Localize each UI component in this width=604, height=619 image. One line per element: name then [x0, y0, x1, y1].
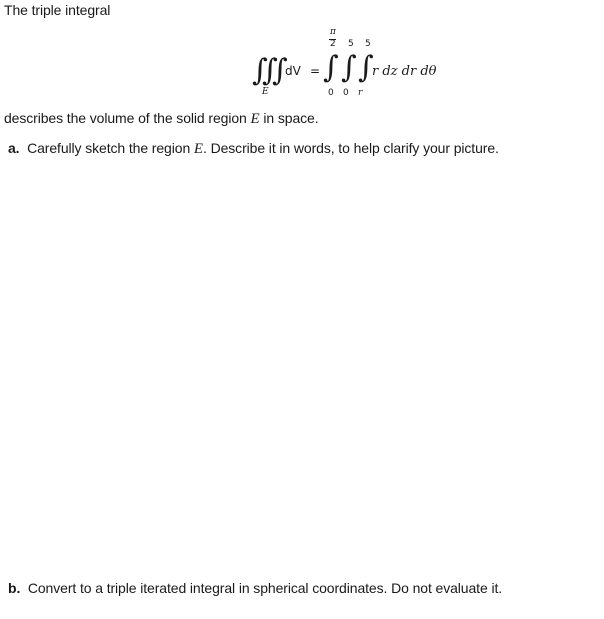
- part-b-label: b.: [8, 580, 21, 596]
- integrand: r dz dr dθ: [372, 64, 437, 79]
- description-text: [4, 110, 319, 128]
- part-b-text: Convert to a triple iterated integral in spherical coordinates. Do not evaluate it.: [27, 580, 503, 596]
- outer-upper-numerator: π: [330, 27, 336, 37]
- lhs-integrand: dV: [285, 64, 301, 78]
- middle-integral-sign: ∫: [341, 50, 357, 85]
- middle-lower-limit: 0: [343, 88, 349, 98]
- description-prefix: describes the volume of the solid region: [4, 110, 251, 126]
- part-a-text-suffix: . Describe it in words, to help clarify your picture.: [203, 140, 499, 156]
- equals-sign: =: [310, 64, 321, 78]
- outer-upper-denominator: 2: [330, 39, 336, 49]
- outer-integral-sign: ∫: [323, 50, 339, 85]
- part-b-question: [8, 580, 502, 596]
- lhs-region-label: E: [262, 87, 269, 97]
- part-a-text-prefix: Carefully sketch the region: [27, 140, 194, 156]
- inner-lower-limit: r: [358, 88, 363, 98]
- middle-upper-limit: 5: [348, 39, 354, 49]
- part-a-question: [8, 140, 499, 158]
- description-suffix: in space.: [259, 110, 319, 126]
- part-a-region: E: [193, 141, 203, 157]
- description-region: E: [250, 111, 260, 127]
- intro-label: The triple integral: [4, 2, 111, 18]
- part-a-label: a.: [8, 140, 20, 156]
- part-a-answer-space[interactable]: [0, 165, 604, 575]
- inner-upper-limit: 5: [365, 39, 371, 49]
- triple-integral-equation: [0, 0, 604, 110]
- lhs-triple-integral-sign: ∭: [252, 53, 288, 88]
- outer-lower-limit: 0: [328, 88, 334, 98]
- inner-integral-sign: ∫: [358, 50, 374, 85]
